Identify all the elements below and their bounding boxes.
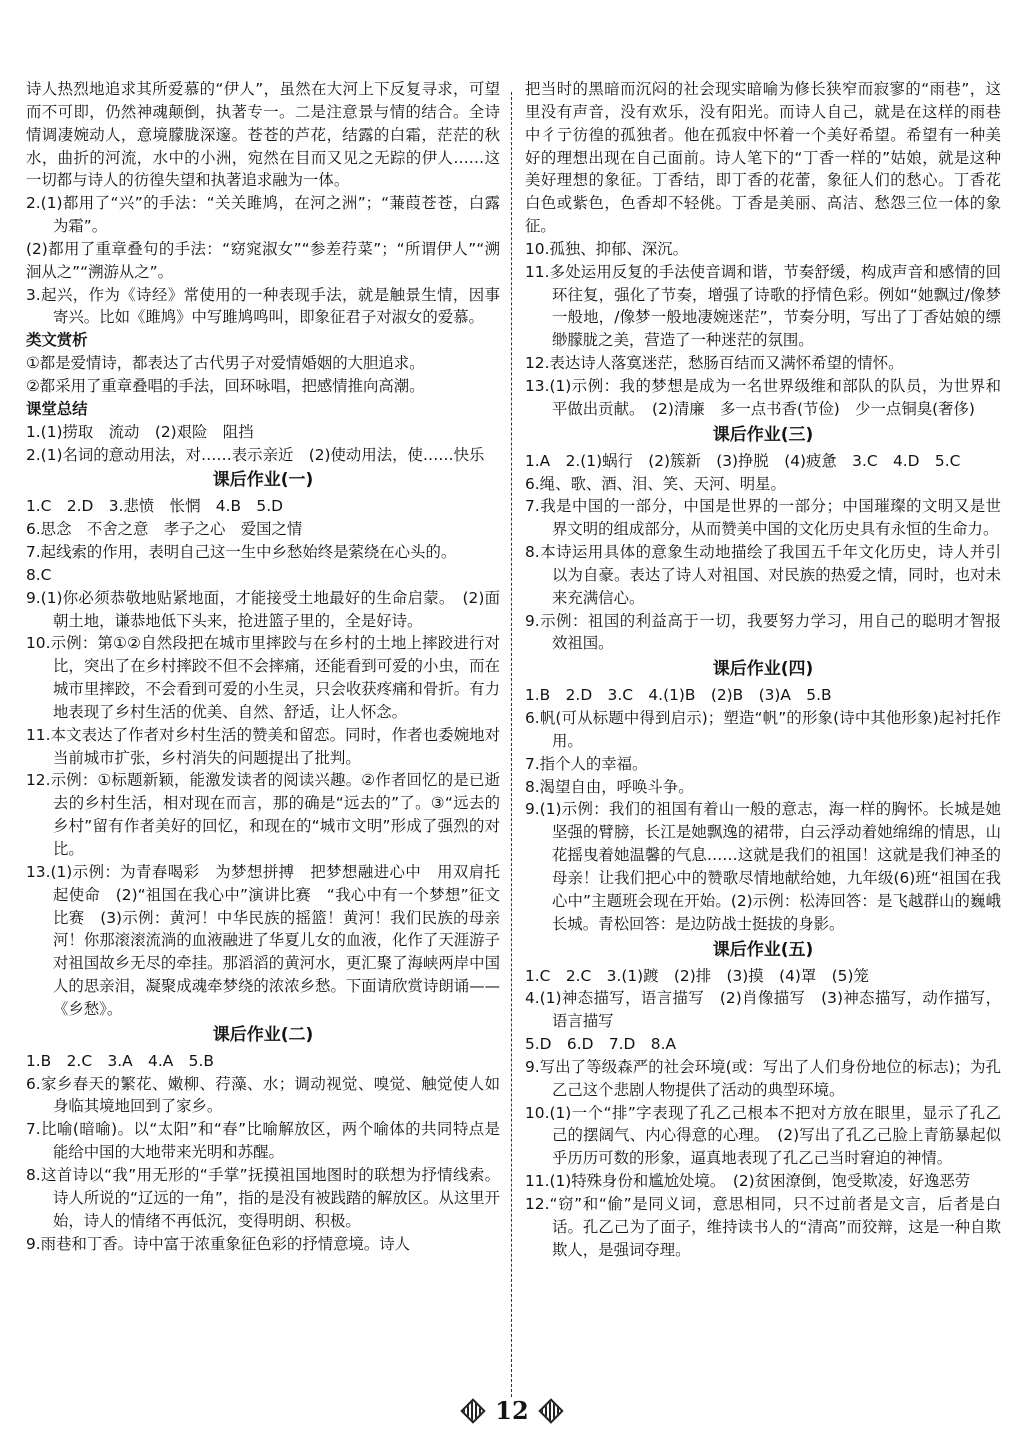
section-heading: 课后作业(二): [212, 1024, 314, 1045]
answer-item: 10.(1)一个“排”字表现了孔乙己根本不把对方放在眼里，显示了孔乙己的摆阔气、内心得意的心理。 (2)写出了孔乙己脸上青筋暴起似乎历历可数的形象，逼真地表现了孔乙己当时窘迫的神情。: [525, 1103, 1001, 1168]
section-heading: 课后作业(一): [212, 470, 314, 491]
answer-item: 6.帆(可从标题中得到启示)；塑造“帆”的形象(诗中其他形象)起衬托作用。: [525, 709, 1001, 750]
answer-item: 10.孤独、抑郁、深沉。: [525, 239, 688, 258]
answer-item: 1.C 2.C 3.(1)踱 (2)排 (3)摸 (4)罩 (5)笼: [525, 966, 869, 985]
answer-item: 7.起线索的作用，表明自己这一生中乡愁始终是萦绕在心头的。: [26, 543, 457, 562]
column-divider: [511, 92, 512, 1397]
section-label: 课堂总结: [26, 399, 88, 418]
answer-item: 5.D 6.D 7.D 8.A: [525, 1035, 676, 1054]
answer-item: 9.(1)示例：我们的祖国有着山一般的意志，海一样的胸怀。长城是她坚强的臂膀，长江是她飘逸的裙带，白云浮动着她绵绵的情思，山花摇曳着她温馨的气息……这就是我们的祖国！这就是我们神圣的母亲！让我们把心中的赞歌尽情地献给她，九年级(6)班“祖国在我心中”主题班会现在开始。(2)示例：松涛回答：是飞越群山的巍峨长城。青松回答：是边防战士挺拔的身影。: [525, 800, 1001, 933]
answer-item: 9.示例：祖国的利益高于一切，我要努力学习，用自己的聪明才智报效祖国。: [525, 611, 1001, 653]
page-footer: [0, 1396, 1024, 1425]
answer-item: 6.绳、歌、酒、泪、笑、天河、明星。: [525, 474, 786, 493]
answer-item: 9.(1)你必须恭敬地贴紧地面，才能接受土地最好的生命启蒙。 (2)面朝土地，谦恭地低下头来，抢进篮子里的，全是好诗。: [26, 588, 500, 630]
section-heading: 课后作业(三): [712, 424, 814, 445]
answer-item: 3.起兴，作为《诗经》常使用的一种表现手法，就是触景生情，因事寄兴。比如《雎鸠》中写雎鸠鸣叫，即象征君子对淑女的爱慕。: [26, 285, 500, 327]
answer-item: 1.B 2.D 3.C 4.(1)B (2)B (3)A 5.B: [525, 686, 832, 705]
answer-text: 把当时的黑暗而沉闷的社会现实暗喻为修长狭窄而寂寥的“雨巷”，这里没有声音，没有欢乐，没有阳光。而诗人自己，就是在这样的雨巷中彳亍彷徨的孤独者。他在孤寂中怀着一个美好希望。希望有一种美好的理想出现在自己面前。诗人笔下的“丁香一样的”姑娘，就是这种美好理想的象征。丁香结，即丁香的花蕾，象征人们的愁心。丁香花白色或紫色，色香却不轻佻。丁香是美丽、高洁、愁怨三位一体的象征。: [525, 80, 1001, 236]
answer-item: 1.A 2.(1)蜗行 (2)簇新 (3)挣脱 (4)疲惫 3.C 4.D 5.C: [525, 451, 961, 470]
left-column: [26, 78, 500, 1255]
answer-text: ①都是爱情诗，都表达了古代男子对爱情婚姻的大胆追求。: [26, 354, 425, 373]
answer-item: 1.(1)捞取 流动 (2)艰险 阻挡: [26, 422, 254, 441]
answer-item: 1.B 2.C 3.A 4.A 5.B: [26, 1051, 214, 1070]
page-number: 12: [495, 1396, 529, 1425]
answer-item: 9.雨巷和丁香。诗中富于浓重象征色彩的抒情意境。诗人: [26, 1234, 411, 1253]
answer-item: 7.比喻(暗喻)。以“太阳”和“春”比喻解放区，两个喻体的共同特点是能给中国的大地带来光明和苏醒。: [26, 1120, 500, 1162]
answer-item: 7.我是中国的一部分，中国是世界的一部分；中国璀璨的文明又是世界文明的组成部分，从而赞美中国的文化历史具有永恒的生命力。: [525, 497, 1001, 539]
section-label: 类文赏析: [26, 331, 88, 350]
answer-item: 12.“窃”和“偷”是同义词，意思相同，只不过前者是文言，后者是白话。孔乙己为了面子，维持读书人的“清高”而狡辩，这是一种自欺欺人，是强词夺理。: [525, 1194, 1001, 1259]
diamond-ornament-icon: [460, 1398, 485, 1423]
answer-item: 13.(1)示例：我的梦想是成为一名世界级维和部队的队员，为世界和平做出贡献。 (2)清廉 多一点书香(节俭) 少一点铜臭(奢侈): [525, 376, 1001, 418]
answer-item: 8.这首诗以“我”用无形的“手掌”抚摸祖国地图时的联想为抒情线索。诗人所说的“辽远的一角”，指的是没有被践踏的解放区。从这里开始，诗人的情绪不再低沉，变得明朗、积极。: [26, 1165, 500, 1230]
answer-item: 8.本诗运用具体的意象生动地描绘了我国五千年文化历史，诗人并引以为自豪。表达了诗人对祖国、对民族的热爱之情，同时，也对未来充满信心。: [525, 543, 1001, 607]
answer-item: 9.写出了等级森严的社会环境(或：写出了人们身份地位的标志)；为孔乙己这个悲剧人物提供了活动的典型环境。: [525, 1057, 1001, 1099]
answer-text: ②都采用了重章叠唱的手法，回环咏唱，把感情推向高潮。: [26, 376, 425, 395]
answer-item: 6.思念 不舍之意 孝子之心 爱国之情: [26, 520, 303, 539]
answer-item: 7.指个人的幸福。: [525, 754, 648, 773]
answer-item: 13.(1)示例：为青春喝彩 为梦想拼搏 把梦想融进心中 用双肩托起使命 (2)“祖国在我心中”演讲比赛 “我心中有一个梦想”征文比赛 (3)示例：黄河！中华民族的摇篮！黄河！我们民族的母亲河！你那滚滚流淌的血液融进了华夏儿女的血液，化作了天涯游子对祖国故乡无尽的牵挂。那滔滔的黄河水，更汇聚了海峡两岸中国人的思亲泪，凝聚成魂牵梦绕的浓浓乡愁。下面请欣赏诗朗诵——《乡愁》。: [26, 862, 500, 1018]
answer-item: 8.渴望自由，呼唤斗争。: [525, 777, 694, 796]
answer-text: 诗人热烈地追求其所爱慕的“伊人”，虽然在大河上下反复寻求，可望而不可即，仍然神魂颠倒，执著专一。二是注意景与情的结合。全诗情调凄婉动人，意境朦胧深邃。苍苍的芦花，结露的白霜，茫茫的秋水，曲折的河流，水中的小洲，宛然在目而又见之无踪的伊人……这一切都与诗人的彷徨失望和执著追求融为一体。: [26, 80, 500, 190]
answer-item: 10.示例：第①②自然段把在城市里摔跤与在乡村的土地上摔跤进行对比，突出了在乡村摔跤不但不会摔痛，还能看到可爱的小虫，而在城市里摔跤，不会看到可爱的小生灵，只会收获疼痛和骨折。有力地表现了乡村生活的优美、自然、舒适，让人怀念。: [26, 634, 500, 721]
answer-item: 8.C: [26, 565, 52, 584]
answer-item: 4.(1)神态描写，语言描写 (2)肖像描写 (3)神态描写，动作描写，语言描写: [525, 989, 1001, 1031]
diamond-ornament-icon: [538, 1398, 563, 1423]
section-heading: 课后作业(四): [712, 659, 814, 680]
answer-item: 12.表达诗人落寞迷茫，愁肠百结而又满怀希望的情怀。: [525, 354, 904, 373]
answer-item: 11.(1)特殊身份和尴尬处境。 (2)贫困潦倒，饱受欺凌，好逸恶劳: [525, 1172, 971, 1191]
answer-item: 12.示例：①标题新颖，能激发读者的阅读兴趣。②作者回忆的是已逝去的乡村生活，相对现在而言，那的确是“远去的”了。③“远去的乡村”留有作者美好的回忆，和现在的“城市文明”形成了强烈的对比。: [26, 771, 500, 858]
answer-item: 2.(1)都用了“兴”的手法：“关关雎鸠，在河之洲”；“蒹葭苍苍，白露为霜”。: [26, 194, 500, 236]
answer-item: 2.(1)名词的意动用法，对……表示亲近 (2)使动用法，使……快乐: [26, 445, 485, 464]
answer-item: 11.多处运用反复的手法使音调和谐，节奏舒缓，构成声音和感情的回环往复，强化了节奏，增强了诗歌的抒情色彩。例如“她飘过/像梦一般地，/像梦一般地凄婉迷茫”，节奏分明，写出了丁香姑娘的缥缈朦胧之美，营造了一种迷茫的氛围。: [525, 262, 1001, 350]
section-heading: 课后作业(五): [712, 939, 814, 960]
answer-item: 11.本文表达了作者对乡村生活的赞美和留恋。同时，作者也委婉地对当前城市扩张，乡村消失的问题提出了批判。: [26, 725, 500, 767]
answer-item: 1.C 2.D 3.悲愤 怅惘 4.B 5.D: [26, 497, 283, 516]
right-column: [525, 78, 1001, 1262]
answer-item: 6.家乡春天的繁花、嫩柳、荇藻、水；调动视觉、嗅觉、触觉使人如身临其境地回到了家乡。: [26, 1074, 500, 1116]
answer-text: (2)都用了重章叠句的手法：“窈窕淑女”“参差荇菜”；“所谓伊人”“溯洄从之”“溯游从之”。: [26, 239, 500, 281]
